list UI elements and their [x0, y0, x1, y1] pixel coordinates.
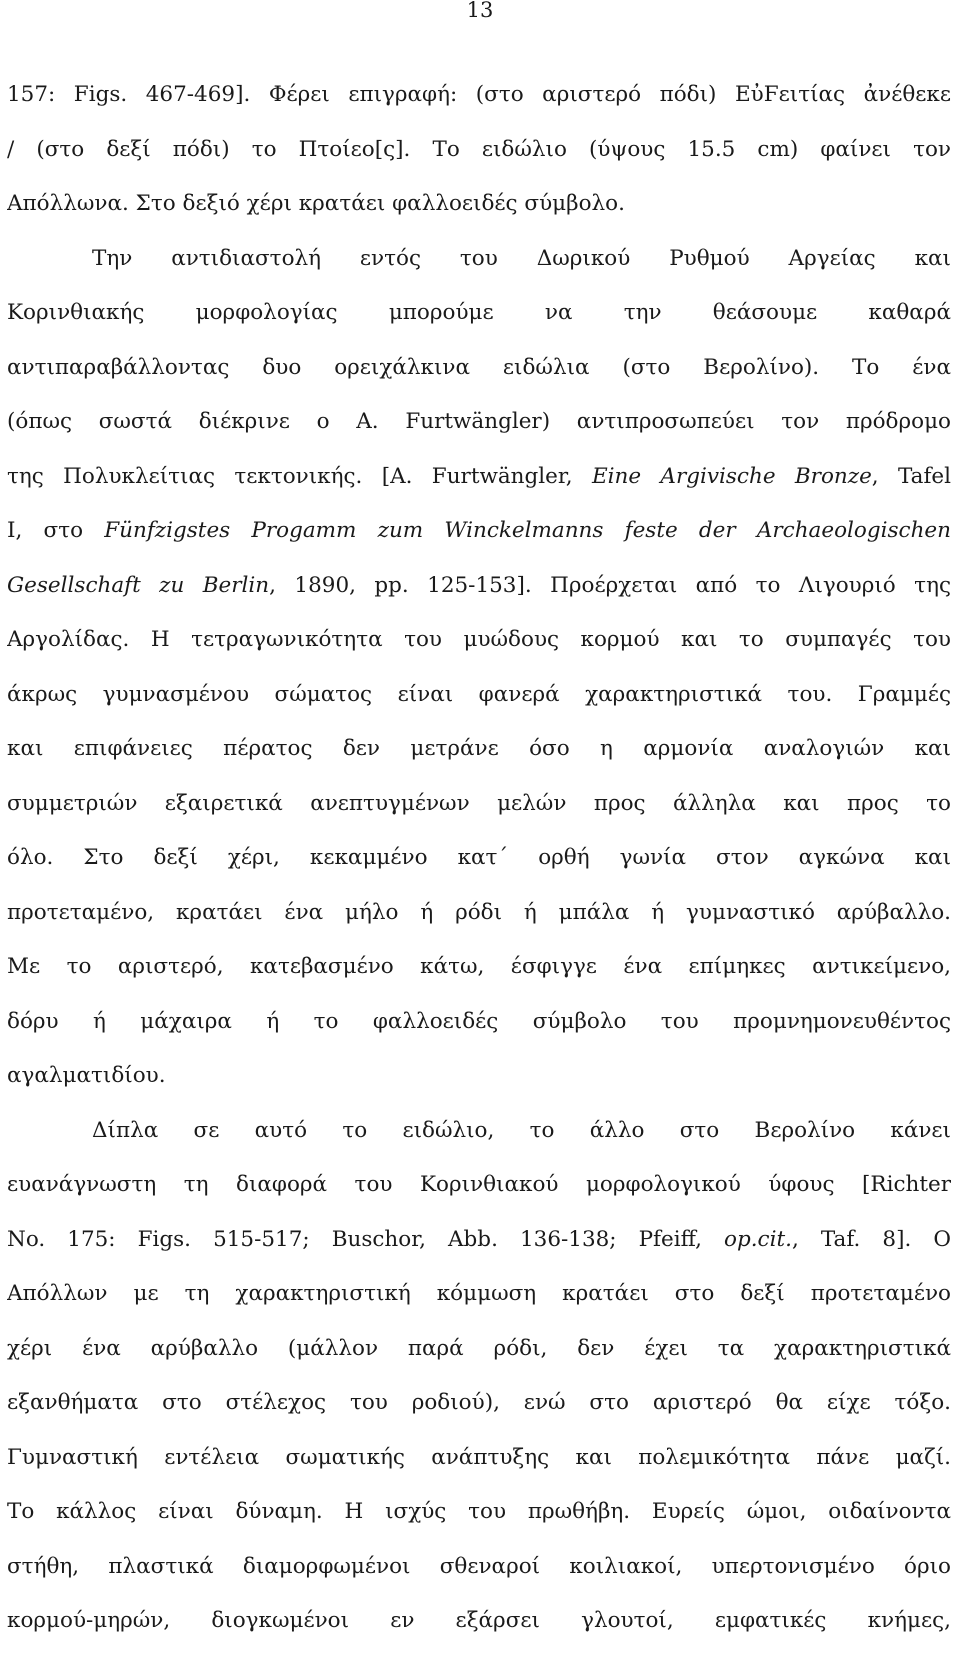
text-line	[7, 995, 951, 1050]
text-line	[7, 777, 951, 832]
text-segment: όλο. Στο δεξί χέρι, κεκαμμένο κατ΄ ορθή γωνία στον αγκώνα και	[7, 845, 951, 870]
text-line	[7, 68, 951, 123]
page-number: 13	[466, 0, 494, 22]
text-line	[7, 722, 951, 777]
text-segment: συμμετριών εξαιρετικά ανεπτυγμένων μελών προς άλληλα και προς το	[7, 790, 951, 816]
text-segment: Με το αριστερό, κατεβασμένο κάτω, έσφιγγε ένα επίμηκες αντικείμενο,	[7, 954, 951, 979]
text-segment: Την αντιδιαστολή εντός του Δωρικού Ρυθμού Αργείας και	[92, 245, 951, 271]
text-segment: δόρυ ή μάχαιρα ή το φαλλοειδές σύμβολο του προμνημονευθέντος	[7, 1008, 951, 1034]
text-segment: , 1890, pp. 125-153]. Προέρχεται από το Λιγουριό της	[269, 572, 951, 598]
text-segment: Κορινθιακής μορφολογίας μπορούμε να την θεάσουμε καθαρά	[7, 300, 951, 325]
text-line	[7, 1049, 951, 1104]
text-segment: κορμού-μηρών, διογκωμένοι εν εξάρσει γλουτοί, εμφατικές κνήμες,	[7, 1608, 951, 1633]
text-segment: Γυμναστική εντέλεια σωματικής ανάπτυξης και πολεμικότητα πάνε μαζί.	[7, 1444, 951, 1470]
text-line	[7, 1376, 951, 1431]
text-line	[7, 232, 951, 287]
text-segment: (όπως σωστά διέκρινε ο A. Furtwängler) αντιπροσωπεύει τον πρόδρομο	[7, 409, 951, 434]
text-line	[7, 886, 951, 941]
text-line	[7, 1540, 951, 1595]
italic-text: Fünfzigstes Progamm zum Winckelmanns feste der Archaeologischen	[104, 518, 951, 543]
text-line	[7, 559, 951, 614]
text-line	[7, 504, 951, 559]
text-line	[7, 286, 951, 341]
text-line	[7, 341, 951, 396]
text-line	[7, 1213, 951, 1268]
text-line	[7, 1322, 951, 1377]
text-line	[7, 1485, 951, 1540]
text-segment: 157: Figs. 467-469]. Φέρει επιγραφή: (στο αριστερό πόδι) ΕὐϜειτίας ἀνέθεκε	[7, 82, 951, 107]
text-segment: / (στο δεξί πόδι) το Πτοίεο[ς]. Το ειδώλιο (ύψους 15.5 cm) φαίνει τον	[7, 136, 951, 162]
text-segment: χέρι ένα αρύβαλλο (μάλλον παρά ρόδι, δεν έχει τα χαρακτηριστικά	[7, 1335, 951, 1361]
text-segment: ευανάγνωστη τη διαφορά του Κορινθιακού μορφολογικού ύφους [Richter	[7, 1172, 951, 1197]
text-segment: εξανθήματα στο στέλεχος του ροδιού), ενώ στο αριστερό θα είχε τόξο.	[7, 1390, 951, 1415]
text-line	[7, 1267, 951, 1322]
text-line	[7, 668, 951, 723]
text-segment: Απόλλωνα. Στο δεξιό χέρι κρατάει φαλλοειδές σύμβολο.	[7, 191, 625, 216]
text-segment: προτεταμένο, κρατάει ένα μήλο ή ρόδι ή μπάλα ή γυμναστικό αρύβαλλο.	[7, 899, 951, 925]
text-segment: της Πολυκλείτιας τεκτονικής. [A. Furtwängler,	[7, 463, 592, 489]
italic-text: Eine Argivische Bronze	[591, 463, 872, 489]
text-line	[7, 1431, 951, 1486]
text-segment: Αργολίδας. Η τετραγωνικότητα του μυώδους κορμού και το συμπαγές του	[7, 627, 951, 652]
text-segment: Απόλλων με τη χαρακτηριστική κόμμωση κρατάει στο δεξί προτεταμένο	[7, 1281, 951, 1306]
text-segment: αγαλματιδίου.	[7, 1063, 166, 1088]
text-segment: στήθη, πλαστικά διαμορφωμένοι σθεναροί κοιλιακοί, υπερτονισμένο όριο	[7, 1553, 951, 1579]
text-line	[7, 940, 951, 995]
text-segment: Δίπλα σε αυτό το ειδώλιο, το άλλο στο Βερολίνο κάνει	[92, 1117, 951, 1143]
italic-text: Gesellschaft zu Berlin	[7, 572, 270, 598]
text-line	[7, 613, 951, 668]
italic-text: op.cit.	[724, 1226, 792, 1252]
body-text	[7, 68, 951, 1649]
text-line	[7, 1158, 951, 1213]
text-line	[7, 123, 951, 178]
text-segment: , Tafel	[871, 463, 951, 489]
text-segment: άκρως γυμνασμένου σώματος είναι φανερά χαρακτηριστικά του. Γραμμές	[7, 681, 951, 707]
text-segment: Το κάλλος είναι δύναμη. Η ισχύς του πρωθήβη. Ευρείς ώμοι, οιδαίνοντα	[7, 1499, 951, 1524]
text-line	[7, 831, 951, 886]
text-line	[7, 1104, 951, 1159]
text-line	[7, 177, 951, 232]
text-line	[7, 395, 951, 450]
text-segment: No. 175: Figs. 515-517; Buschor, Abb. 136-138; Pfeiff,	[7, 1226, 725, 1252]
text-segment: , Taf. 8]. Ο	[791, 1226, 951, 1252]
text-segment: και επιφάνειες πέρατος δεν μετράνε όσο η αρμονία αναλογιών και	[7, 736, 951, 761]
text-segment: I, στο	[7, 518, 105, 543]
text-segment: αντιπαραβάλλοντας δυο ορειχάλκινα ειδώλια (στο Βερολίνο). Το ένα	[7, 354, 951, 380]
text-line	[7, 450, 951, 505]
text-line	[7, 1594, 951, 1649]
